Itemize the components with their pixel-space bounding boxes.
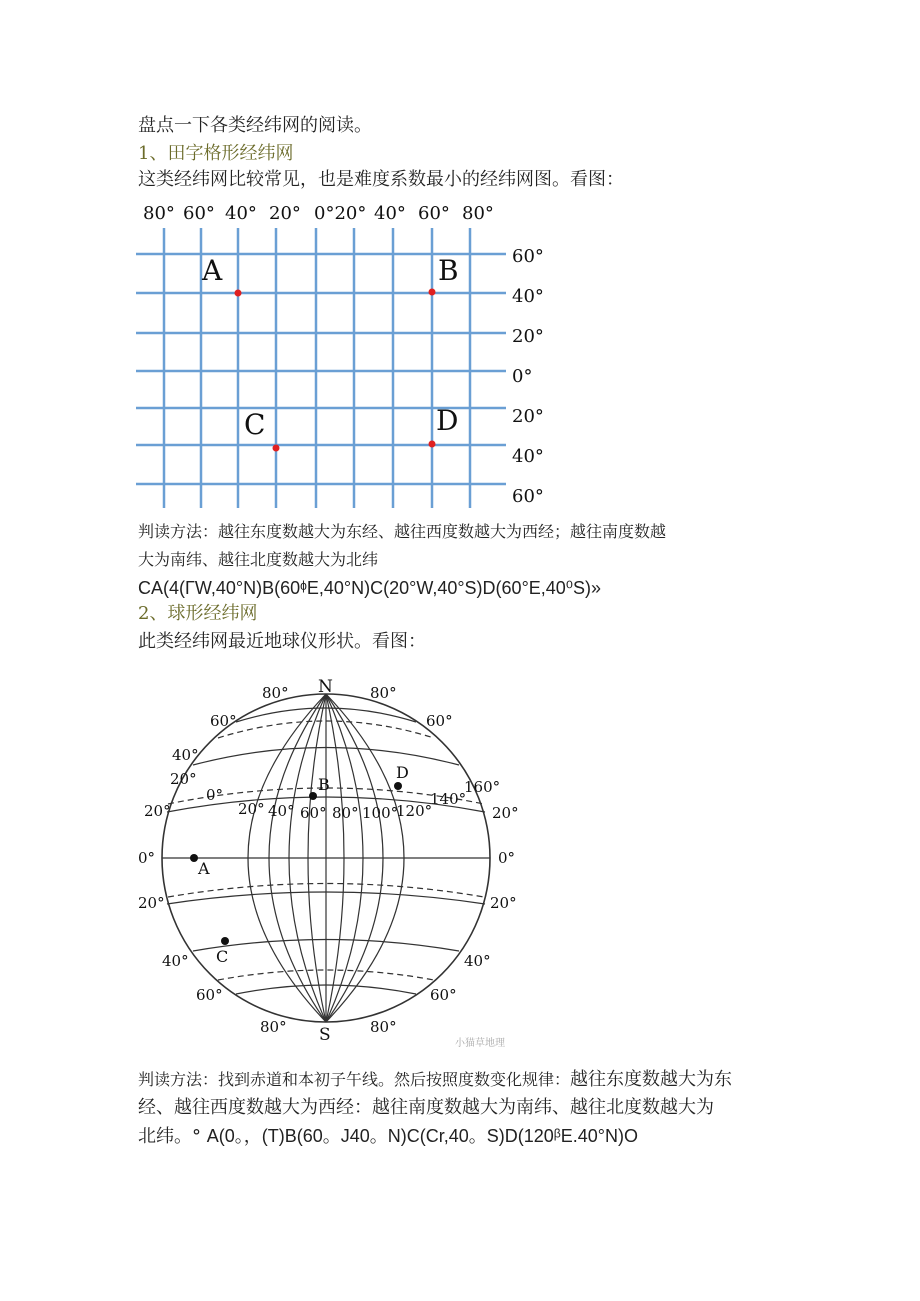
lat-label: 60° (210, 712, 237, 730)
point-c-marker (221, 937, 229, 945)
section2-method-label: 判读方法：找到赤道和本初子午线。然后按照度数变化规律： (138, 1070, 571, 1089)
point-d-label: D (436, 404, 459, 437)
top-label: 20° (269, 203, 301, 224)
lon-label: 120° (396, 802, 433, 820)
section2-method-paragraph (138, 1066, 788, 1151)
lon-label: 80° (332, 804, 359, 822)
north-pole-label: N (318, 677, 333, 697)
lat-label: 80° (262, 684, 289, 702)
point-a-marker (190, 854, 198, 862)
section1-description: 这类经纬网比较常见，也是难度系数最小的经纬网图。看图： (138, 169, 624, 190)
lat-label: 20° (138, 894, 165, 912)
section1-method-line1: 判读方法：越往东度数越大为东经、越往西度数越大为西经；越往南度数越 (138, 522, 667, 541)
grid-points (201, 254, 459, 452)
lat-label: 0° (138, 849, 156, 867)
lon-label: 100° (362, 804, 399, 822)
point-c-label: C (216, 947, 229, 966)
section2-method-line3: 北纬。° (138, 1126, 201, 1147)
grid-top-labels (143, 203, 494, 224)
lon-label: 20° (238, 800, 265, 818)
section1-answer: CA(4(ΓW,40°N)B(60ᶲE,40°N)C(20°W,40°S)D(60°E,40⁰S)» (138, 578, 602, 598)
section1-method-line2: 大为南纬、越往北度数越大为北纬 (138, 550, 379, 569)
lat-label: 0° (498, 849, 516, 867)
lat-label: 40° (464, 952, 491, 970)
right-label: 60° (512, 486, 544, 507)
top-label: 40° (374, 203, 406, 224)
section2-heading: 2、球形经纬网 (138, 603, 258, 624)
right-label: 40° (512, 446, 544, 467)
section2-method-text: 越往东度数越大为东 (570, 1069, 733, 1090)
south-pole-label: S (319, 1025, 331, 1045)
point-d-label: D (396, 763, 409, 782)
section1-heading: 1、田字格形经纬网 (138, 143, 294, 164)
lat-label: 20° (490, 894, 517, 912)
lat-label: 160° (464, 778, 501, 796)
lat-label: 80° (370, 684, 397, 702)
intro-text: 盘点一下各类经纬网的阅读。 (138, 115, 372, 136)
point-b-label: B (438, 254, 459, 287)
lat-label: 80° (370, 1018, 397, 1036)
top-label: 60° (418, 203, 450, 224)
lat-label: 80° (260, 1018, 287, 1036)
top-label: 60° (183, 203, 215, 224)
right-label: 60° (512, 246, 544, 267)
point-a-marker (235, 290, 242, 297)
point-d-marker (394, 782, 402, 790)
point-c-label: C (244, 408, 266, 441)
lat-label: 60° (430, 986, 457, 1004)
lon-label: 140° (430, 790, 467, 808)
lon-label: 0° (206, 786, 224, 804)
top-label: 0°20° (314, 203, 367, 224)
point-b-marker (309, 792, 317, 800)
right-label: 20° (512, 406, 544, 427)
top-label: 80° (462, 203, 494, 224)
grid-right-labels (512, 246, 544, 507)
section2-method-line2: 经、越往西度数越大为西经：越往南度数越大为南纬、越往北度数越大为 (138, 1097, 714, 1118)
rectangular-grid-figure (136, 196, 556, 512)
top-label: 40° (225, 203, 257, 224)
lon-label: 40° (268, 802, 295, 820)
top-label: 80° (143, 203, 175, 224)
point-a-label: A (202, 254, 223, 287)
section2-answer: A(0。，(T)B(60。J40。N)C(Cr,40。S)D(120ᵝE.40°N)O (206, 1126, 638, 1146)
lat-label: 60° (196, 986, 223, 1004)
point-d-marker (429, 441, 436, 448)
point-a-label: A (198, 859, 210, 878)
lat-label: 40° (172, 746, 199, 764)
point-c-marker (273, 445, 280, 452)
right-label: 40° (512, 286, 544, 307)
right-label: 0° (512, 366, 533, 387)
lat-label: 20° (170, 770, 197, 788)
globe-figure (130, 670, 540, 1050)
lat-label: 20° (492, 804, 519, 822)
watermark-text: 小猫草地理 (455, 1038, 505, 1049)
section2-description: 此类经纬网最近地球仪形状。看图： (138, 631, 426, 652)
lat-label: 60° (426, 712, 453, 730)
point-b-marker (429, 289, 436, 296)
lon-label: 60° (300, 804, 327, 822)
lat-label: 40° (162, 952, 189, 970)
right-label: 20° (512, 326, 544, 347)
point-b-label: B (318, 775, 330, 794)
lat-label: 20° (144, 802, 171, 820)
